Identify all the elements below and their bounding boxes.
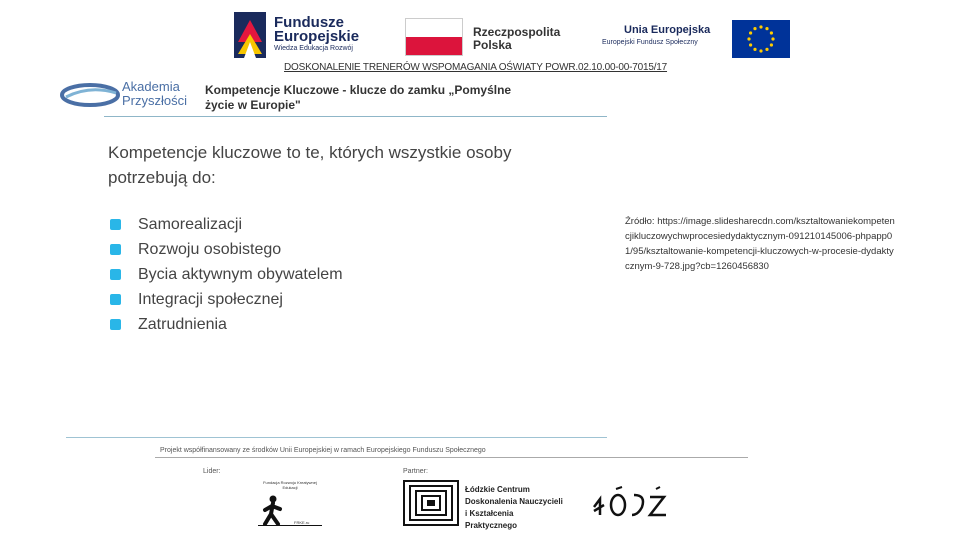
bullet-square-icon: [110, 319, 121, 330]
eu-flag-icon: [732, 20, 790, 58]
divider: [66, 437, 607, 438]
project-code: DOSKONALENIE TRENERÓW WSPOMAGANIA OŚWIATY POWR.02.10.00-00-7015/17: [284, 62, 668, 73]
pl-title: Rzeczpospolita Polska: [473, 25, 561, 52]
bullet-square-icon: [110, 294, 121, 305]
lcdnikp-logo: [403, 480, 563, 530]
eu-title: Unia Europejska: [624, 24, 711, 36]
academy-swoosh-icon: [60, 81, 120, 109]
rzeczpospolita-polska-logo: [405, 18, 575, 56]
frke-logo: [256, 478, 324, 528]
akademia-przyszlosci-logo: [60, 77, 195, 117]
list-item: Samorealizacji: [108, 212, 343, 237]
bullet-square-icon: [110, 244, 121, 255]
slide-title: Kompetencje Kluczowe - klucze do zamku „Pomyślne życie w Europie": [205, 83, 512, 112]
polish-flag-icon: [405, 18, 463, 56]
divider: [104, 116, 607, 117]
cofinancing-note: Projekt współfinansowany ze środków Unii Europejskiej w ramach Europejskiego Funduszu Społecznego: [160, 447, 486, 454]
bullet-square-icon: [110, 219, 121, 230]
nested-squares-icon: [403, 480, 459, 526]
fe-subtitle: Wiedza Edukacja Rozwój: [274, 45, 353, 52]
eu-subtitle: Europejski Fundusz Społeczny: [602, 39, 698, 46]
academy-name: Akademia Przyszłości: [122, 79, 188, 108]
fe-star-icon: [234, 12, 266, 58]
partner-label: Partner:: [403, 468, 428, 475]
lodz-city-logo: [590, 485, 670, 520]
fe-title: Fundusze Europejskie: [274, 14, 360, 45]
list-item: Zatrudnienia: [108, 312, 343, 337]
divider: [155, 457, 748, 458]
unia-europejska-logo: [600, 18, 790, 58]
frke-footer: FRKE.ru: [294, 520, 310, 525]
walking-figure-icon: [260, 494, 286, 526]
lider-label: Lider:: [203, 468, 221, 475]
list-item: Rozwoju osobistego: [108, 237, 343, 262]
list-item: Integracji społecznej: [108, 287, 343, 312]
intro-text: Kompetencje kluczowe to te, których wszystkie osoby potrzebują do:: [108, 143, 512, 187]
source-note: Źródło: https://image.slidesharecdn.com/ksztaltowaniekompetencjikluczowychwprocesiedydaktycznym-091210145006-phpapp01/95/ksztaltowanie-kompetencji-kluczowych-w-procesie-dydaktycznym-9-728.jpg?cb=1260456830: [625, 216, 895, 272]
fundusze-europejskie-logo: [234, 12, 372, 58]
bullet-list: [108, 212, 343, 337]
bullet-square-icon: [110, 269, 121, 280]
lcdnikp-name: Łódzkie Centrum Doskonalenia Nauczycieli i Kształcenia Praktycznego: [465, 485, 563, 530]
frke-name: Fundacja Rozwoju Kreatywnej Edukacji: [263, 480, 317, 490]
list-item: Bycia aktywnym obywatelem: [108, 262, 343, 287]
